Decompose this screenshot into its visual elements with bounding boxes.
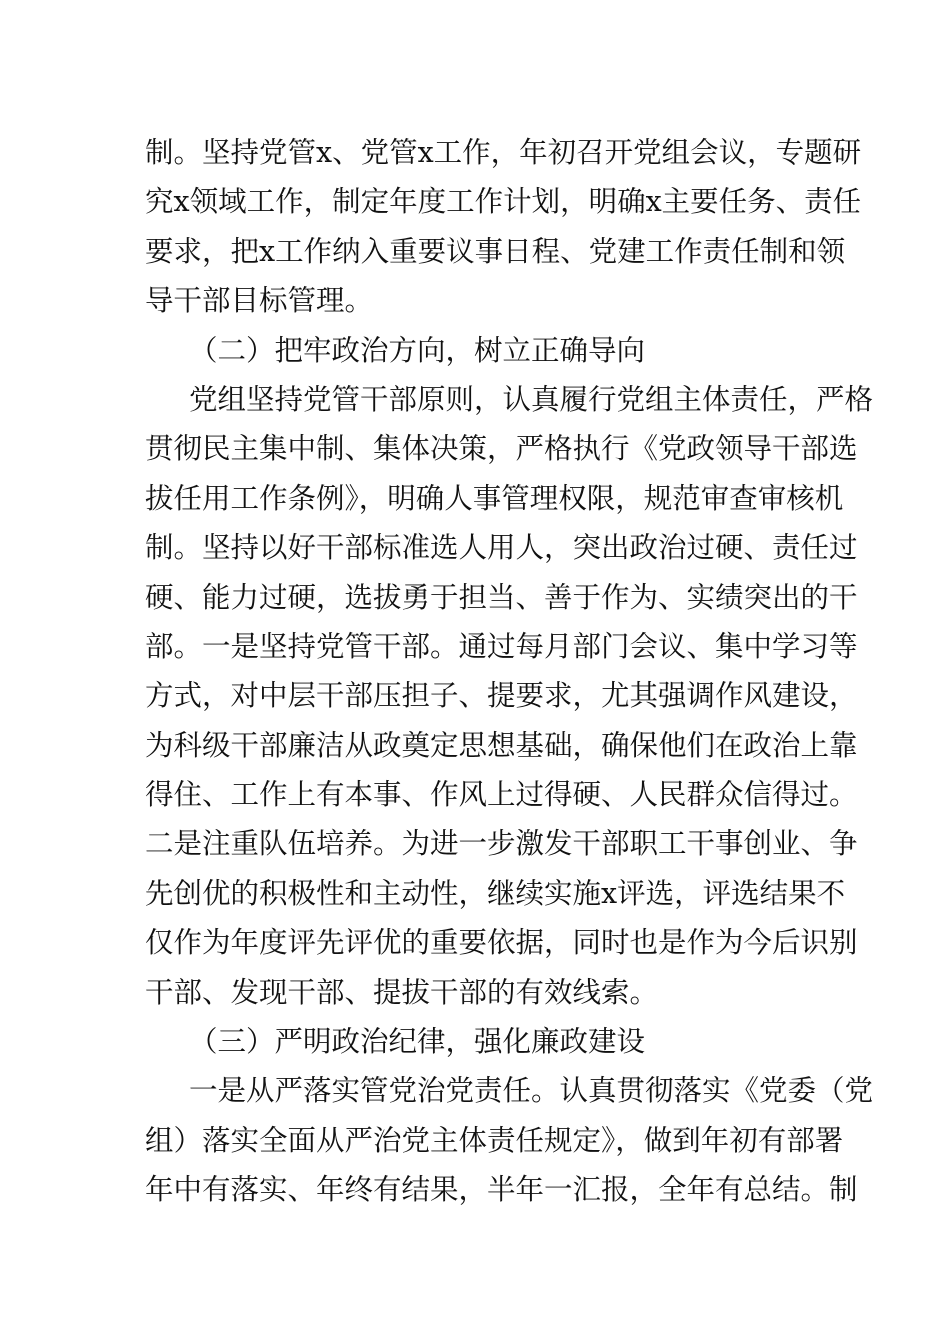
text-line: 部。一是坚持党管干部。通过每月部门会议、集中学习等: [145, 629, 858, 663]
text-line: 一是从严落实管党治党责任。认真贯彻落实《党委（党: [189, 1074, 874, 1108]
text-line: 硬、能力过硬，选拔勇于担当、善于作为、实绩突出的干: [145, 580, 858, 614]
text-line: 党组坚持党管干部原则，认真履行党组主体责任，严格: [189, 382, 874, 416]
text-line: 干部、发现干部、提拔干部的有效线索。: [145, 975, 659, 1009]
text-line: 年中有落实、年终有结果，半年一汇报，全年有总结。制: [145, 1173, 858, 1207]
text-line: 究x领域工作，制定年度工作计划，明确x主要任务、责任: [145, 185, 862, 219]
text-line: 仅作为年度评先评优的重要依据，同时也是作为今后识别: [145, 926, 858, 960]
text-line: 为科级干部廉洁从政奠定思想基础，确保他们在政治上靠: [145, 728, 858, 762]
text-line: 制。坚持党管x、党管x工作，年初召开党组会议，专题研: [145, 136, 862, 169]
text-line: 导干部目标管理。: [145, 284, 374, 318]
text-line: 组）落实全面从严治党主体责任规定》，做到年初有部署: [145, 1123, 844, 1157]
text-line: 方式，对中层干部压担子、提要求，尤其强调作风建设，: [145, 679, 858, 713]
document-body: [145, 128, 874, 1215]
text-line: 拔任用工作条例》，明确人事管理权限，规范审查审核机: [145, 481, 844, 515]
text-line: 制。坚持以好干部标准选人用人，突出政治过硬、责任过: [145, 531, 858, 565]
text-line: 二是注重队伍培养。为进一步激发干部职工干事创业、争: [145, 827, 858, 861]
section-heading: （二）把牢政治方向，树立正确导向: [189, 333, 646, 367]
text-line: 得住、工作上有本事、作风上过得硬、人民群众信得过。: [145, 778, 858, 812]
text-line: 要求，把x工作纳入重要议事日程、党建工作责任制和领: [145, 234, 846, 268]
section-heading: （三）严明政治纪律，强化廉政建设: [189, 1025, 646, 1059]
text-line: 先创优的积极性和主动性，继续实施x评选，评选结果不: [145, 876, 846, 910]
text-line: 贯彻民主集中制、集体决策，严格执行《党政领导干部选: [145, 432, 858, 466]
